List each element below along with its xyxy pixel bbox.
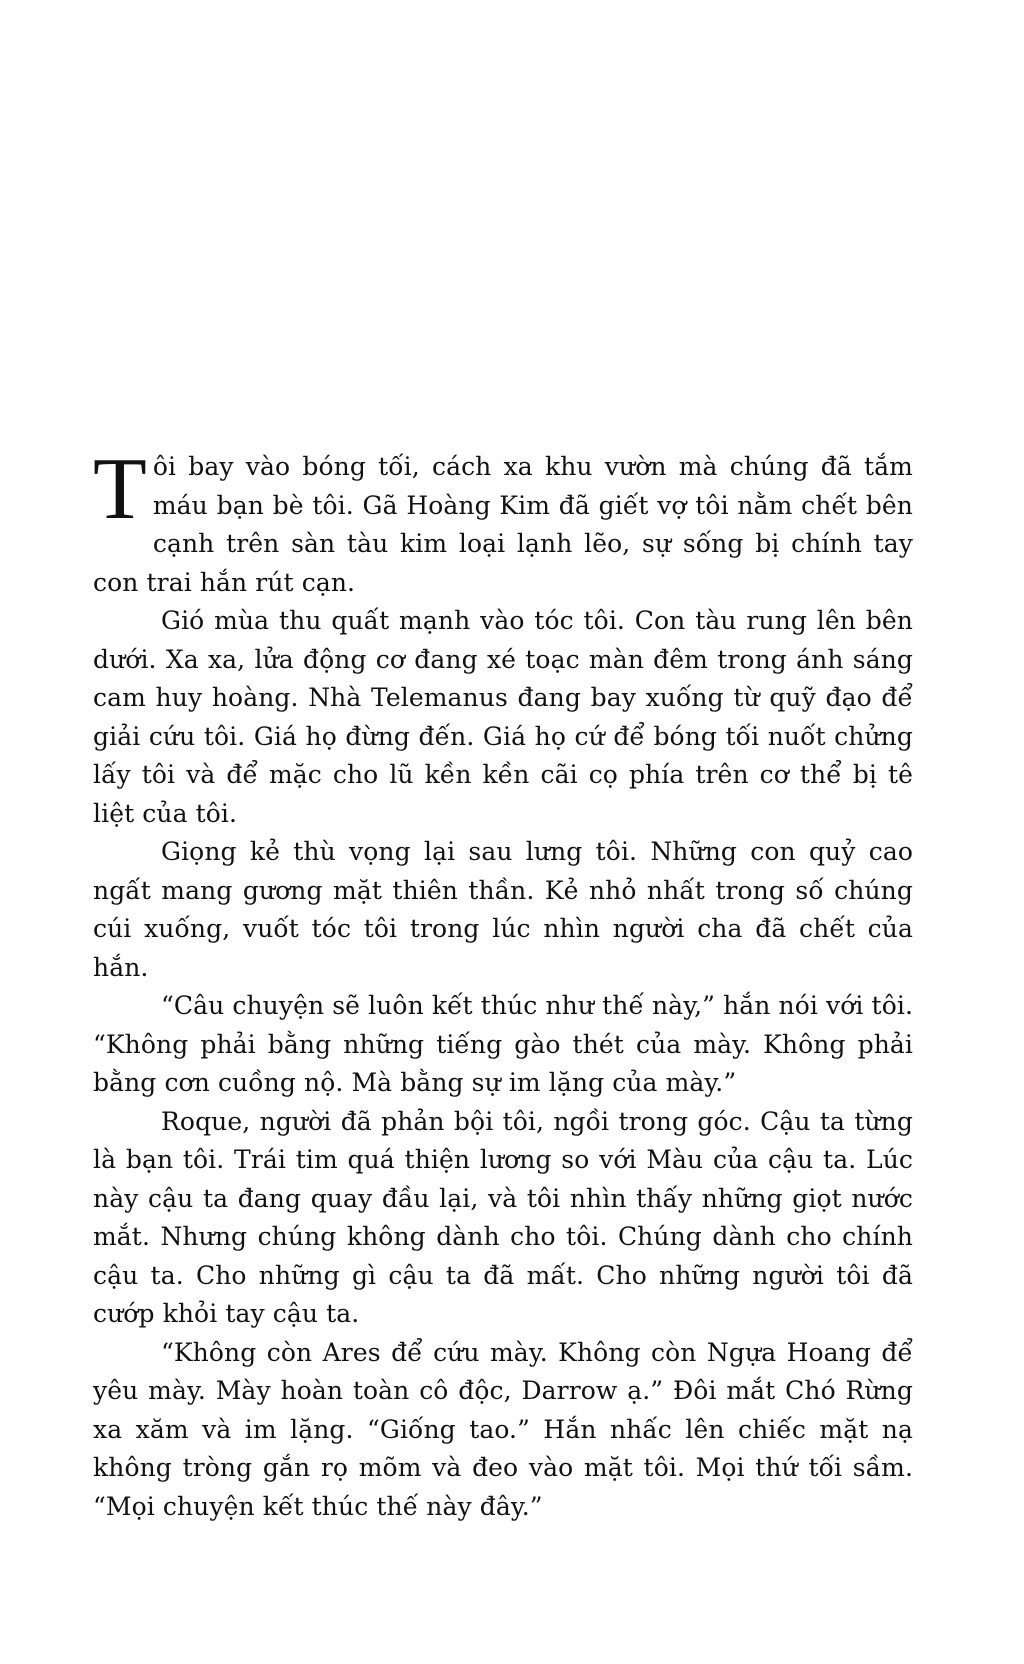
paragraph: Giọng kẻ thù vọng lại sau lưng tôi. Những con quỷ cao ngất mang gương mặt thiên thần. Kẻ nhỏ nhất trong số chúng cúi xuống, vuốt tóc tôi trong lúc nhìn người cha đã chết của hắn. bbox=[93, 837, 913, 982]
paragraph: Gió mùa thu quất mạnh vào tóc tôi. Con tàu rung lên bên dưới. Xa xa, lửa động cơ đang xé toạc màn đêm trong ánh sáng cam huy hoàng. Nhà Telemanus đang bay xuống từ quỹ đạo để giải cứu tôi. Giá họ đừng đến. Giá họ cứ để bóng tối nuốt chửng lấy tôi và để mặc cho lũ kền kền cãi cọ phía trên cơ thể bị tê liệt của tôi. bbox=[93, 606, 913, 828]
paragraph: Roque, người đã phản bội tôi, ngồi trong góc. Cậu ta từng là bạn tôi. Trái tim quá thiện lương so với Màu của cậu ta. Lúc này cậu ta đang quay đầu lại, và tôi nhìn thấy những giọt nước mắt. Nhưng chúng không dành cho tôi. Chúng dành cho chính cậu ta. Cho những gì cậu ta đã mất. Cho những người tôi đã cướp khỏi tay cậu ta. bbox=[93, 1106, 913, 1328]
opening-paragraph-text: ôi bay vào bóng tối, cách xa khu vườn mà chúng đã tắm máu bạn bè tôi. Gã Hoàng Kim đã giết vợ tôi nằm chết bên cạnh trên sàn tàu kim loại lạnh lẽo, sự sống bị chính tay con trai hắn rút cạn. bbox=[93, 452, 913, 597]
opening-paragraph bbox=[93, 441, 913, 602]
drop-cap: T bbox=[93, 441, 147, 538]
body-text bbox=[93, 441, 913, 1526]
paragraph: “Không còn Ares để cứu mày. Không còn Ngựa Hoang để yêu mày. Mày hoàn toàn cô độc, Darrow ạ.” Đôi mắt Chó Rừng xa xăm và im lặng. “Giống tao.” Hắn nhấc lên chiếc mặt nạ không tròng gắn rọ mõm và đeo vào mặt tôi. Mọi thứ tối sầm. “Mọi chuyện kết thúc thế này đây.” bbox=[93, 1337, 913, 1521]
paragraph: “Câu chuyện sẽ luôn kết thúc như thế này,” hắn nói với tôi. “Không phải bằng những tiếng gào thét của mày. Không phải bằng cơn cuồng nộ. Mà bằng sự im lặng của mày.” bbox=[93, 991, 913, 1097]
